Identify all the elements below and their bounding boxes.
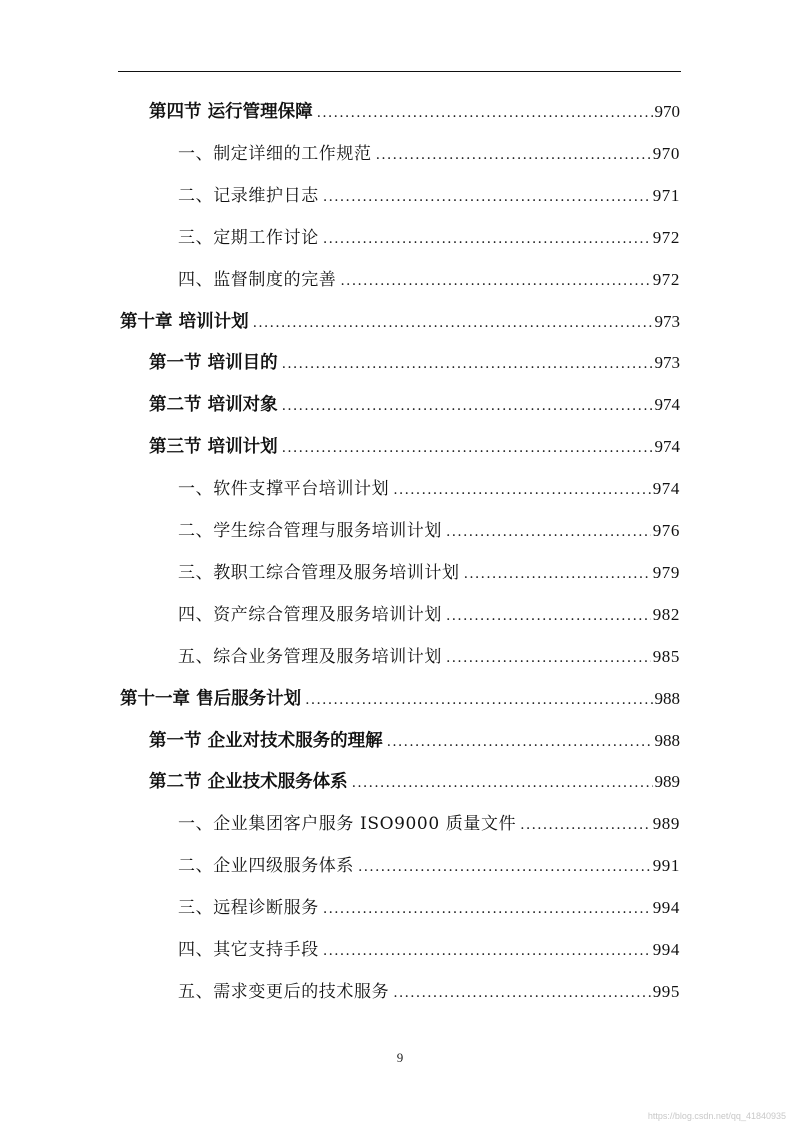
- toc-dot-leader: [323, 224, 651, 254]
- toc-entry-item[interactable]: [178, 809, 680, 839]
- toc-dot-leader: [282, 433, 653, 463]
- header-rule: [118, 71, 681, 72]
- toc-entry-item[interactable]: [178, 223, 680, 253]
- toc-dot-leader: [340, 266, 650, 296]
- toc-entry-chapter[interactable]: [120, 307, 680, 337]
- toc-entry-page: 974: [652, 479, 680, 499]
- toc-entry-title: 一、企业集团客户服务 ISO9000 质量文件: [178, 814, 517, 835]
- toc-entry-page: 971: [652, 185, 680, 205]
- toc-entry-item[interactable]: [178, 265, 680, 295]
- toc-entry-item[interactable]: [178, 977, 680, 1007]
- toc-entry-page: 995: [652, 981, 680, 1001]
- toc-dot-leader: [393, 475, 650, 505]
- toc-dot-leader: [376, 140, 651, 170]
- toc-entry-section[interactable]: [149, 726, 680, 756]
- toc-entry-page: 974: [654, 395, 680, 415]
- toc-dot-leader: [464, 559, 651, 589]
- toc-dot-leader: [520, 810, 651, 840]
- toc-entry-page: 970: [652, 143, 680, 163]
- toc-entry-title: 第十章 培训计划: [120, 311, 249, 332]
- toc-entry-title: 二、企业四级服务体系: [178, 856, 354, 877]
- toc-entry-section[interactable]: [149, 767, 680, 797]
- toc-entry-title: 第一节 培训目的: [149, 353, 278, 374]
- toc-entry-title: 三、定期工作讨论: [178, 227, 319, 248]
- page-number: 9: [396, 1050, 404, 1065]
- toc-dot-leader: [253, 308, 653, 338]
- toc-entry-title: 四、其它支持手段: [178, 940, 319, 960]
- toc-entry-section[interactable]: [149, 348, 680, 378]
- toc-entry-title: 五、需求变更后的技术服务: [178, 981, 390, 1002]
- toc-entry-title: 第二节 企业技术服务体系: [149, 772, 348, 793]
- toc-dot-leader: [446, 643, 651, 673]
- toc-entry-page: 989: [652, 814, 680, 834]
- toc-dot-leader: [352, 768, 653, 798]
- toc-entry-page: 985: [652, 646, 680, 666]
- toc-entry-page: 982: [652, 604, 680, 624]
- toc-entry-title: 二、学生综合管理与服务培训计划: [178, 521, 442, 541]
- toc-entry-item[interactable]: [178, 474, 680, 504]
- toc-dot-leader: [305, 685, 652, 715]
- toc-dot-leader: [323, 936, 651, 966]
- toc-entry-title: 三、教职工综合管理及服务培训计划: [178, 562, 460, 583]
- toc-entry-page: 974: [654, 437, 680, 457]
- toc-entry-item[interactable]: [178, 642, 680, 672]
- toc-entry-title: 四、资产综合管理及服务培训计划: [178, 604, 442, 625]
- toc-entry-chapter[interactable]: [120, 684, 680, 714]
- toc-entry-page: 988: [654, 688, 680, 708]
- toc-entry-page: 988: [654, 730, 680, 750]
- toc-dot-leader: [323, 894, 651, 924]
- toc-entry-page: 972: [652, 269, 680, 289]
- toc-entry-title: 三、远程诊断服务: [178, 898, 319, 919]
- toc-entry-title: 一、制定详细的工作规范: [178, 143, 372, 164]
- toc-entry-page: 994: [652, 898, 680, 918]
- toc-entry-title: 第一节 企业对技术服务的理解: [149, 730, 383, 751]
- toc-dot-leader: [317, 98, 653, 128]
- toc-entry-section[interactable]: [149, 432, 680, 462]
- toc-entry-page: 989: [654, 772, 680, 792]
- toc-entry-title: 二、记录维护日志: [178, 185, 319, 206]
- toc-entry-title: 第三节 培训计划: [149, 437, 278, 458]
- toc-entry-title: 五、综合业务管理及服务培训计划: [178, 646, 442, 667]
- toc-entry-item[interactable]: [178, 516, 680, 546]
- toc-dot-leader: [393, 978, 650, 1008]
- toc-entry-item[interactable]: [178, 139, 680, 169]
- toc-entry-page: 994: [652, 940, 680, 959]
- toc-entry-page: 973: [654, 353, 680, 373]
- toc-entry-item[interactable]: [178, 558, 680, 588]
- toc-entry-page: 970: [654, 102, 680, 121]
- toc-dot-leader: [282, 391, 653, 421]
- toc-dot-leader: [387, 727, 653, 757]
- toc-dot-leader: [323, 182, 651, 212]
- toc-entry-page: 973: [654, 311, 680, 331]
- toc-entry-title: 四、监督制度的完善: [178, 269, 337, 290]
- toc-dot-leader: [446, 601, 651, 631]
- watermark-url: https://blog.csdn.net/qq_41840935: [647, 1111, 786, 1121]
- toc-entry-title: 一、软件支撑平台培训计划: [178, 479, 390, 500]
- toc-entry-section[interactable]: [149, 390, 680, 420]
- toc-entry-page: 991: [652, 856, 680, 876]
- toc-entry-page: 979: [652, 562, 680, 582]
- toc-dot-leader: [358, 852, 651, 882]
- toc-entry-title: 第四节 运行管理保障: [149, 102, 313, 122]
- toc-entry-title: 第二节 培训对象: [149, 395, 278, 416]
- toc-entry-item[interactable]: [178, 893, 680, 923]
- toc-entry-page: 976: [652, 521, 680, 540]
- toc-entry-section[interactable]: [149, 97, 680, 127]
- toc-entry-page: 972: [652, 227, 680, 247]
- toc-dot-leader: [446, 517, 651, 547]
- toc-dot-leader: [282, 349, 653, 379]
- toc-entry-item[interactable]: [178, 851, 680, 881]
- toc-entry-item[interactable]: [178, 600, 680, 630]
- toc-entry-item[interactable]: [178, 935, 680, 965]
- toc-entry-title: 第十一章 售后服务计划: [120, 688, 302, 709]
- toc-entry-item[interactable]: [178, 181, 680, 211]
